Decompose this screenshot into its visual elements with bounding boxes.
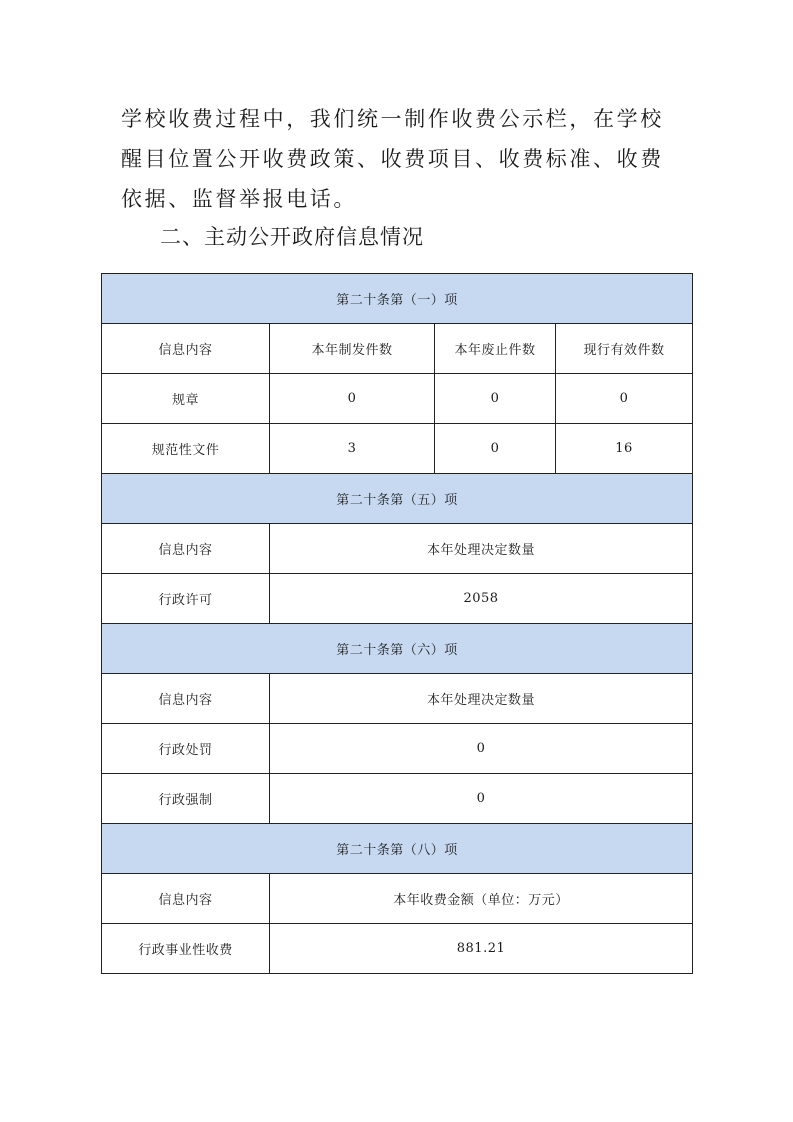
table-row (102, 424, 693, 474)
value-cell: 0 (270, 774, 693, 824)
header-row (102, 524, 693, 574)
header-cell: 信息内容 (102, 674, 270, 724)
header-row (102, 324, 693, 374)
table-row (102, 574, 693, 624)
header-cell: 信息内容 (102, 874, 270, 924)
row-label: 行政强制 (102, 774, 270, 824)
value-cell: 0 (435, 424, 556, 474)
header-cell: 信息内容 (102, 524, 270, 574)
section-row-art-5 (102, 474, 693, 524)
header-cell: 信息内容 (102, 324, 270, 374)
table-row (102, 724, 693, 774)
header-row (102, 874, 693, 924)
header-cell: 本年制发件数 (270, 324, 435, 374)
header-cell: 本年收费金额（单位：万元） (270, 874, 693, 924)
value-cell: 3 (270, 424, 435, 474)
table-row (102, 374, 693, 424)
table-row (102, 924, 693, 974)
row-label: 行政处罚 (102, 724, 270, 774)
section-title: 第二十条第（六）项 (102, 624, 693, 674)
header-cell: 本年处理决定数量 (270, 524, 693, 574)
value-cell: 0 (270, 724, 693, 774)
info-disclosure-table (101, 273, 693, 974)
intro-paragraph: 学校收费过程中，我们统一制作收费公示栏，在学校醒目位置公开收费政策、收费项目、收费标准、收费依据、监督举报电话。 (121, 107, 664, 211)
header-cell: 本年处理决定数量 (270, 674, 693, 724)
section-title: 第二十条第（五）项 (102, 474, 693, 524)
row-label: 规范性文件 (102, 424, 270, 474)
section-title: 第二十条第（八）项 (102, 824, 693, 874)
value-cell: 2058 (270, 574, 693, 624)
section-heading: 二、主动公开政府信息情况 (160, 225, 424, 249)
header-row (102, 674, 693, 724)
section-row-art-1 (102, 274, 693, 324)
section-row-art-6 (102, 624, 693, 674)
header-cell: 现行有效件数 (556, 324, 693, 374)
value-cell: 0 (556, 374, 693, 424)
section-title: 第二十条第（一）项 (102, 274, 693, 324)
row-label: 行政事业性收费 (102, 924, 270, 974)
value-cell: 881.21 (270, 924, 693, 974)
value-cell: 0 (270, 374, 435, 424)
row-label: 规章 (102, 374, 270, 424)
value-cell: 16 (556, 424, 693, 474)
header-cell: 本年废止件数 (435, 324, 556, 374)
row-label: 行政许可 (102, 574, 270, 624)
table-row (102, 774, 693, 824)
value-cell: 0 (435, 374, 556, 424)
section-row-art-8 (102, 824, 693, 874)
